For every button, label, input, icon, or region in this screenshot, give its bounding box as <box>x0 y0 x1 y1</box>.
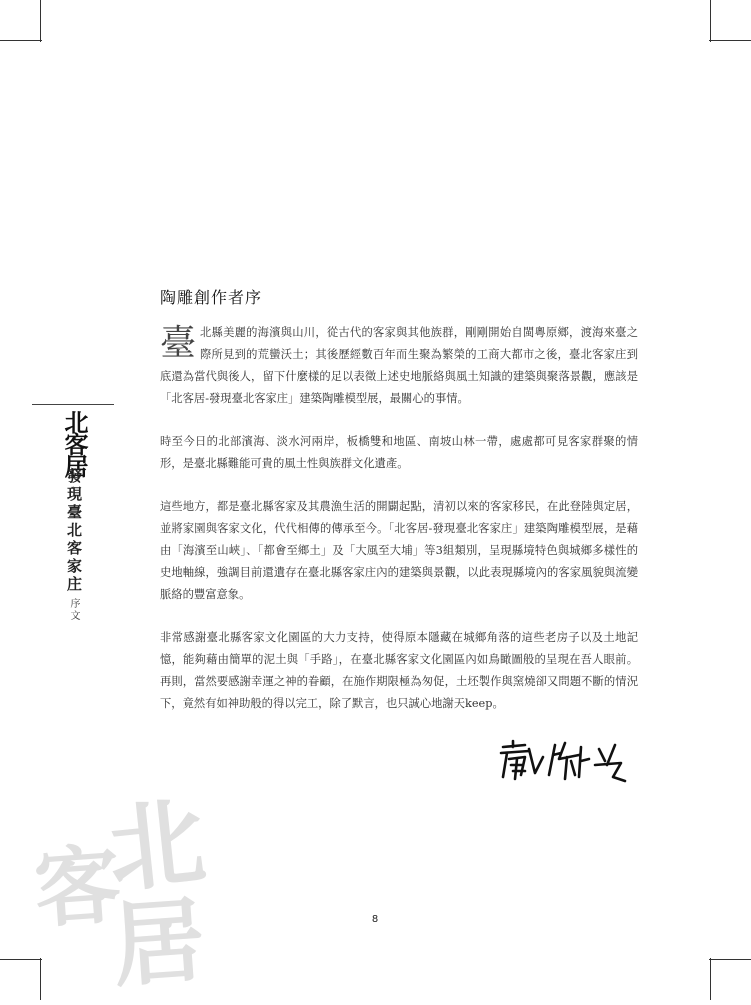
watermark-char-ju: 居 <box>108 885 209 1001</box>
sidebar-rule <box>32 404 114 405</box>
crop-mark <box>709 959 751 960</box>
paragraph <box>160 322 638 410</box>
page-number: 8 <box>371 914 379 925</box>
paragraph: 時至今日的北部濱海、淡水河兩岸，板橋雙和地區、南坡山林一帶，處處都可見客家群聚的情形，是臺北縣難能可貴的風土性與族群文化遺產。 <box>160 435 638 470</box>
signature-image <box>495 735 640 789</box>
watermark-char-ke: 客 <box>31 834 124 941</box>
crop-mark <box>0 959 42 960</box>
drop-cap: 臺 <box>160 323 197 364</box>
watermark-char-bei: 北 <box>103 784 211 907</box>
crop-mark <box>0 40 42 41</box>
body-text <box>160 322 638 736</box>
sidebar-logo: 北客居 <box>60 410 89 476</box>
paragraph-text: 北縣美麗的海濱與山川，從古代的客家與其他族群，剛剛開始自閩粵原鄉，渡海來臺之際所見到的荒蠻沃土；其後歷經數百年而生聚為繁榮的工商大都市之後，臺北客家庄到底還為當代與後人，留下什麼樣的足以表徵上述史地脈絡與風土知識的建築與聚落景觀，應該是「北客居-發現臺北客家庄」建築陶雕模型展，最關心的事情。 <box>160 326 638 405</box>
paragraph: 非常感謝臺北縣客家文化園區的大力支持，使得原本隱藏在城鄉角落的這些老房子以及土地記憶，能夠藉由簡單的泥土與「手路」，在臺北縣客家文化園區內如鳥瞰圖般的呈現在吾人眼前。再則，當然要感謝幸運之神的眷顧，在施作期限極為匆促，土坯製作與窯燒卻又問題不斷的情況下，竟然有如神助般的得以完工，除了默言，也只誠心地謝天keep。 <box>160 631 638 710</box>
crop-mark <box>40 958 41 1000</box>
page-title: 陶雕創作者序 <box>160 288 263 307</box>
sidebar-section-label: 序文 <box>68 598 79 622</box>
crop-mark <box>709 40 751 41</box>
sidebar-title: 發現臺北客家庄 <box>65 468 83 594</box>
crop-mark <box>710 0 711 42</box>
paragraph: 這些地方，都是臺北縣客家及其農漁生活的開闢起點，清初以來的客家移民，在此登陸與定居，並將家園與客家文化，代代相傳的傳承至今。「北客居-發現臺北客家庄」建築陶雕模型展，是藉由「海濱至山峽」、「都會至鄉土」及「大風至大埔」等3組類別，呈現縣境特色與城鄉多樣性的史地軸線，強調目前還遺存在臺北縣客家庄內的建築與景觀，以此表現縣境內的客家風貌與流變脈絡的豐富意象。 <box>160 500 638 601</box>
crop-mark <box>40 0 41 42</box>
crop-mark <box>710 958 711 1000</box>
